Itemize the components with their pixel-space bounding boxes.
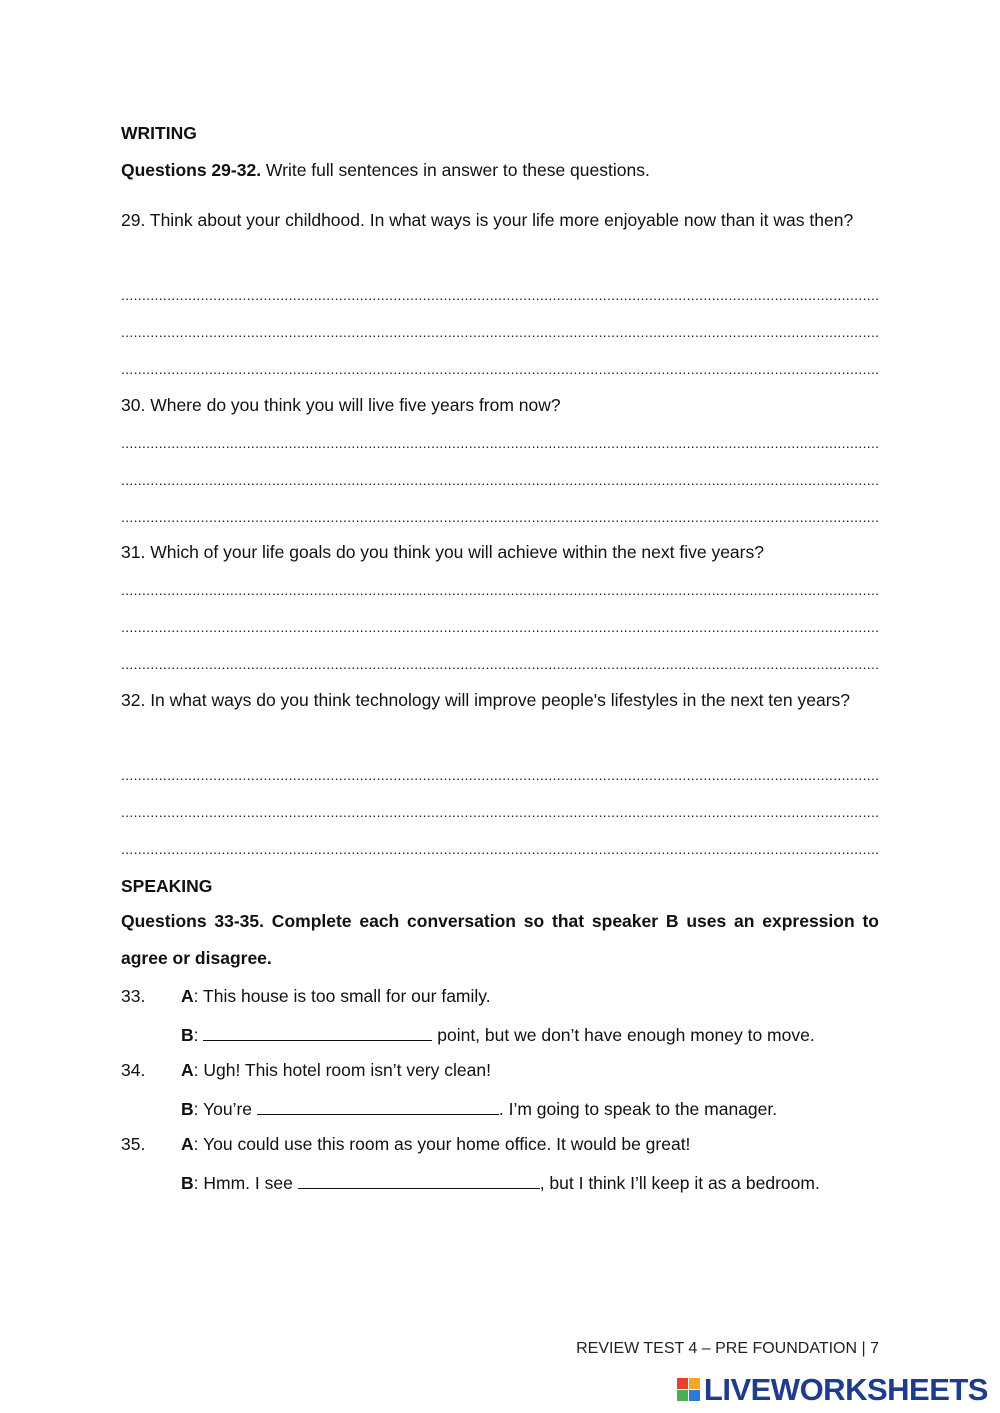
logo-square-4 bbox=[689, 1390, 700, 1401]
speaker-b-label: B bbox=[181, 1173, 194, 1193]
answer-line-32-2[interactable] bbox=[121, 802, 878, 822]
item-35-speaker-a bbox=[181, 1134, 690, 1155]
speaker-b-after: . I’m going to speak to the manager. bbox=[498, 1099, 778, 1119]
question-32: 32. In what ways do you think technology will improve people's lifestyles in the next ten years? bbox=[121, 690, 851, 710]
question-31: 31. Which of your life goals do you think you will achieve within the next five years? bbox=[121, 542, 764, 562]
writing-instructions-bold: Questions 29-32. bbox=[121, 160, 262, 180]
answer-blank-34[interactable] bbox=[257, 1097, 499, 1115]
speaker-b-before: : You’re bbox=[193, 1099, 257, 1119]
speaker-a-text: : Ugh! This hotel room isn’t very clean! bbox=[193, 1060, 491, 1080]
answer-line-30-3[interactable] bbox=[121, 507, 878, 527]
answer-blank-33[interactable] bbox=[203, 1023, 432, 1041]
page-footer: REVIEW TEST 4 – PRE FOUNDATION | 7 bbox=[576, 1340, 879, 1357]
logo-square-2 bbox=[689, 1378, 700, 1389]
speaker-a-label: A bbox=[181, 1060, 194, 1080]
speaker-a-label: A bbox=[181, 1134, 194, 1154]
item-33-number: 33. bbox=[121, 986, 146, 1006]
question-29: 29. Think about your childhood. In what ways is your life more enjoyable now than it was then? bbox=[121, 210, 854, 230]
answer-line-31-3[interactable] bbox=[121, 654, 878, 674]
question-30: 30. Where do you think you will live five years from now? bbox=[121, 395, 561, 415]
speaker-b-label: B bbox=[181, 1025, 194, 1045]
logo-mark-icon bbox=[677, 1378, 701, 1402]
speaker-b-label: B bbox=[181, 1099, 194, 1119]
answer-line-29-3[interactable] bbox=[121, 359, 878, 379]
answer-line-32-1[interactable] bbox=[121, 765, 878, 785]
speaker-b-after: , but I think I’ll keep it as a bedroom. bbox=[539, 1173, 820, 1193]
writing-instructions-text: Write full sentences in answer to these questions. bbox=[261, 160, 650, 180]
logo-square-3 bbox=[677, 1390, 688, 1401]
speaking-instructions: Questions 33-35. Complete each conversation so that speaker B uses an expression to agree or disagree. bbox=[121, 911, 879, 968]
speaker-a-text: : This house is too small for our family. bbox=[193, 986, 491, 1006]
item-35-number: 35. bbox=[121, 1134, 146, 1154]
item-33-speaker-a bbox=[181, 986, 491, 1007]
item-34-speaker-a bbox=[181, 1060, 491, 1081]
speaker-a-text: : You could use this room as your home office. It would be great! bbox=[193, 1134, 691, 1154]
answer-line-29-2[interactable] bbox=[121, 322, 878, 342]
speaker-b-before: : Hmm. I see bbox=[193, 1173, 298, 1193]
logo-square-1 bbox=[677, 1378, 688, 1389]
item-34-speaker-b bbox=[181, 1097, 777, 1120]
writing-heading: WRITING bbox=[121, 123, 197, 143]
speaker-b-after: point, but we don’t have enough money to move. bbox=[432, 1025, 815, 1045]
writing-instructions bbox=[121, 160, 650, 181]
answer-line-30-1[interactable] bbox=[121, 433, 878, 453]
answer-line-31-2[interactable] bbox=[121, 617, 878, 637]
speaker-b-before: : bbox=[193, 1025, 204, 1045]
speaking-heading: SPEAKING bbox=[121, 876, 213, 896]
item-33-speaker-b bbox=[181, 1023, 815, 1046]
liveworksheets-logo[interactable] bbox=[677, 1372, 988, 1408]
logo-text: LIVEWORKSHEETS bbox=[703, 1372, 988, 1407]
answer-line-30-2[interactable] bbox=[121, 470, 878, 490]
speaker-a-label: A bbox=[181, 986, 194, 1006]
item-34-number: 34. bbox=[121, 1060, 146, 1080]
answer-blank-35[interactable] bbox=[298, 1171, 540, 1189]
answer-line-31-1[interactable] bbox=[121, 580, 878, 600]
item-35-speaker-b bbox=[181, 1171, 820, 1194]
answer-line-32-3[interactable] bbox=[121, 839, 878, 859]
answer-line-29-1[interactable] bbox=[121, 285, 878, 305]
